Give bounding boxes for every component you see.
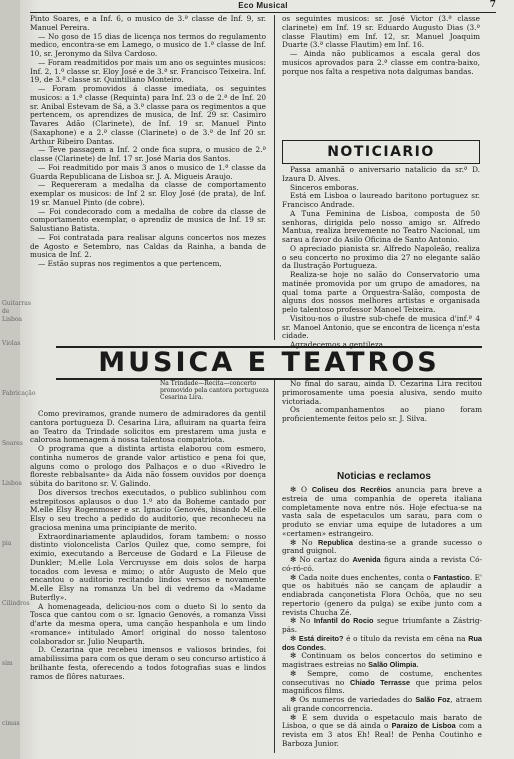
column-divider bbox=[274, 380, 275, 753]
news-text: ✻ Os numeros de variedades do bbox=[290, 695, 416, 704]
gutter-fragment: Cilindros bbox=[2, 600, 30, 607]
paragraph: D. Cezarina que recebeu imensos e valiosos brindes, foi amabilissima para com os que deram o seu concurso artistico á brilhante festa, oferecendo a todos fotografias suas e lindos ramos de flôres naturaes. bbox=[30, 645, 266, 681]
venue-name: Fantastico bbox=[433, 572, 470, 582]
news-text: ✻ No bbox=[290, 616, 314, 626]
news-text: ✻ No bbox=[290, 537, 319, 547]
news-item bbox=[282, 714, 482, 749]
news-text: ✻ Cada noite dues enchentes, conta o bbox=[290, 572, 434, 582]
news-text: com a revista em 3 atos Eh! Real! de Penha Coutinho e Barboza Junior. bbox=[282, 721, 483, 748]
noticiario-column bbox=[282, 165, 480, 349]
paragraph: — Foi readmitido por mais 3 anos o musico de 1.ª classe da Guarda Republicana de Lisboa sr. J. A. Migueis Araujo. bbox=[30, 162, 266, 181]
news-item bbox=[282, 556, 482, 574]
news-text: . bbox=[323, 642, 327, 652]
news-item bbox=[282, 635, 482, 653]
publication-title: Eco Musical bbox=[238, 1, 288, 10]
paragraph: Agradecemos a gentileza. bbox=[290, 340, 386, 349]
news-text: é o título da revista em cêna na bbox=[343, 633, 469, 643]
venue-name: Rua dos Condes bbox=[282, 633, 482, 652]
page-number: 7 bbox=[489, 0, 496, 10]
paragraph: os seguintes musicos: sr. José Victor (3.ª classe clarinete) em Inf. 19 sr. Eduardo Augusto Dias (3.ª classe Flautim) em Inf. 12, sr. Manuel Joaquim Duarte (3.ª classe Flautim) em Inf. 16. bbox=[282, 14, 480, 50]
gutter-fragment: pia bbox=[2, 540, 12, 547]
venue-name: Salão Olimpia bbox=[368, 660, 417, 669]
paragraph: Extraordinariamente aplaudidos, foram tambem: o nosso distinto violoncelista Carlos Quilez que, como sempre, foi eximio, executando a Berceuse de Godard e La Fileuse de Dunkler; M.elle Lola Vercruysse em dois solos de harpa tocados com levesa e mimo; o atôr Augusto de Melo que encantou o auditorio recitando lindos versos e novamente M.elle Elsy na romanza Un bel di vedremo da «Madame Buterfly». bbox=[30, 531, 266, 602]
section-title: MUSICA E TEATROS bbox=[98, 347, 440, 378]
venue-name: Salão Foz bbox=[415, 695, 451, 704]
noticiario-heading bbox=[282, 140, 480, 164]
binding-gutter bbox=[0, 0, 36, 759]
news-item bbox=[282, 670, 482, 696]
news-text: ✻ bbox=[290, 633, 299, 643]
paragraph: — Foi contratada para realisar alguns concertos nos mezes de Agosto e Setembro, nas Caldas da Rainha, a banda de musica de Inf. 2. bbox=[30, 232, 266, 260]
paragraph: Sinceros emboras. bbox=[290, 182, 359, 192]
gutter-fragment: Lisboa bbox=[2, 480, 23, 487]
noticias-column bbox=[282, 486, 482, 753]
news-text: que prima pelos magnificos films. bbox=[282, 677, 483, 696]
venue-name: Coliseu dos Recrêios bbox=[311, 485, 392, 494]
news-item bbox=[282, 574, 482, 618]
news-item bbox=[282, 652, 482, 670]
paragraph: Passa amanhã o aniversario natalicio da sr.ª D. Izaura D. Alves. bbox=[282, 165, 480, 183]
news-item bbox=[282, 486, 482, 539]
paragraph: A homenageada, deliciou-nos com o dueto Si lo sento da Tosca que cantou com o sr. Ignacio Genovés, a romanza Vissi d'arte da mesma opera, uma canção hespanhola e um lindo «romance» intitulado Amor! original do nosso talentoso colaborador sr. Julio Neuparth. bbox=[30, 601, 266, 646]
gutter-fragment: Soares bbox=[2, 440, 23, 447]
paragraph: Está em Lisboa o laureado baritono portuguez sr. Francisco Andrade. bbox=[282, 191, 480, 209]
venue-name: Está direito? bbox=[298, 633, 344, 643]
noticiario-title: NOTICIARIO bbox=[327, 144, 435, 160]
gutter-fragment: Violas bbox=[2, 340, 21, 347]
news-text: ✻ No cartaz do bbox=[290, 555, 353, 564]
gutter-fragment: sim bbox=[2, 660, 13, 667]
paragraph: — Teve passagem a Inf. 2 onde fica supra, o musico de 2.ª classe (Clarinete) de Inf. 17 sr. José Maria dos Santos. bbox=[30, 145, 266, 163]
venue-name: Avenida bbox=[352, 555, 381, 564]
news-text: . E' que os habitués não se cançam de aplaudir a endiabrada cançonetista Flora Ochôa, que no seu repertorio (genero da pulga) se exibe junto com a revista Chucha Zé. bbox=[282, 572, 482, 617]
gutter-fragment: cimas bbox=[2, 720, 20, 727]
section-banner bbox=[56, 346, 482, 380]
paragraph: — Ainda não publicamos a escala geral dos musicos aprovados para 2.ª classe em contra-baixo, porque nos falta a respetiva nota dalgumas bandas. bbox=[282, 49, 480, 76]
news-item bbox=[282, 696, 482, 714]
column-left-top bbox=[30, 15, 266, 342]
paragraph: — Requereram a medalha da classe de comportamento exemplar os musicos: de Inf 2 sr. Eloy José (de prata), de Inf. 19 sr. Manuel Pinto (de cobre). bbox=[30, 180, 266, 207]
paragraph: Como previramos, grande numero de admiradores da gentil cantora portugueza D. Cesarina Lira, afluiram na quarta feira ao Teatro da Trindade solicitos em prestarem uma justa e calorosa homenagem á nossa talentosa compatriota. bbox=[30, 409, 266, 445]
paragraph: — Foram readmitidos por mais um ano os seguintes musicos: Inf. 2, 1.º classe sr. Eloy José e de 3.ª sr. Francisco Teixeira. Inf. 19, de 3.ª classe sr. Quintiliano Monteiro. bbox=[30, 57, 266, 85]
news-text: ✻ E sem duvida o espetaculo mais barato de Lisboa, o que se dá ainda o bbox=[282, 712, 482, 731]
paragraph: No final do sarau, ainda D. Cezarina Lira recitou primorosamente uma poesia alusiva, sendo muito victoriada. bbox=[282, 379, 482, 406]
gutter-fragment: Guitarras de Lisboa bbox=[2, 300, 31, 323]
news-text: figura ainda a revista Có-có-ró-có. bbox=[282, 555, 482, 573]
venue-name: Infantil do Rocio bbox=[313, 616, 374, 626]
paragraph: — Estão supras nos regimentos a que pertencem, bbox=[38, 259, 222, 268]
news-text: ✻ Sempre, como de costume, enchentes consecutivas no bbox=[282, 668, 482, 687]
paragraph: Pinto Soares, e a Inf. 6, o musico de 3.ª classe de Inf. 9, sr. Manuel Pereira. bbox=[30, 14, 266, 32]
header-rule bbox=[30, 12, 496, 13]
venue-name: Chiado Terrasse bbox=[350, 677, 411, 687]
news-text: , atraem ali grande concorrencia. bbox=[282, 695, 482, 713]
paragraph: O apreciado pianista sr. Alfredo Napoleão, realiza o seu concerto no proximo dia 27 no elegante salão da Ilustração Portugueza. bbox=[282, 243, 480, 271]
gutter-fragment: Fabricação bbox=[2, 390, 36, 397]
venue-name: Paraizo de Lisboa bbox=[391, 721, 456, 731]
paragraph: Dos diversos trechos executados, o publico sublinhou com estrepitosos aplausos o duo 1.º ato da Boheme cantado por M.elle Elsy Rogenmoser e sr. Ignacio Genovés, bisando M.elle Elsy o seu trecho a pedido do auditorio, que reconheceu na graciosa menina uma principiante de merito. bbox=[30, 487, 266, 532]
column-right-bottom bbox=[282, 380, 482, 460]
news-text: ✻ Continuam os belos concertos do setimino e magistraes estreias no bbox=[282, 651, 482, 669]
paragraph: Visitou-nos o ilustre sub-chefe de musica d'inf.ª 4 sr. Manoel Antonio, que se encontra de licença n'esta cidade. bbox=[282, 313, 480, 341]
column-left-bottom bbox=[30, 410, 266, 753]
paragraph: Realiza-se hoje no salão do Conservatorio uma matinée promovida por um grupo de amadores, na qual toma parte a Orquestra-Salão, composta de alguns dos nossos melhores artistas e organisada pelo talentoso professor Manoel Teixeira. bbox=[282, 270, 480, 314]
paragraph: A Tuna Feminina de Lisboa, composta de 50 senhoras, dirigida pelo nosso amigo sr. Alfredo Mantua, realiza brevemente no Teatro Nacional, um sarau a favor do Asilo Oficina de Santo Antonio. bbox=[282, 208, 480, 244]
news-text: destina-se a grande sucesso o grand guignol. bbox=[282, 537, 482, 556]
noticias-subheading: Noticias e reclamos bbox=[337, 471, 431, 482]
column-divider bbox=[274, 15, 275, 340]
paragraph: O programa que a distinta artista elaborou com esmero, continha numeros de grande valor artistico e pena foi que, alguns como o prologo dos Palhaços e o duo «Rivedro le floreste rebbalsante» da Aida não fossem ouvidos por doença súbita do baritono sr. V. Galindo. bbox=[30, 444, 266, 488]
photo-caption: Na Trindade—Recita—concerto promovido pela cantora portugueza Cesarina Lira. bbox=[160, 380, 269, 401]
news-text: segue triumfante a Zástrig-pás. bbox=[282, 616, 482, 634]
paragraph: — Foi condecorado com a medalha de cobre da classe de comportamento exemplar, o aprendiz de musica de Inf. 19 sr. Salustiano Batista. bbox=[30, 206, 266, 233]
venue-name: Republica bbox=[318, 537, 353, 547]
news-text: anuncia para breve a estreia de uma companhia de opereta italiana completamente nova entre nós. Hoje efectua-se na vasta sala de espetaculos um sarau, para com o produto se enviar uma equipe de lutadores a um «certamen» estrangeiro. bbox=[282, 485, 482, 538]
paragraph: Os acompanhamentos ao piano foram proficientemente feitos pelo sr. J. Silva. bbox=[282, 405, 482, 423]
column-right-top bbox=[282, 15, 480, 137]
paragraph: — No goso de 15 dias de licença nos termos do regulamento medico, encontra-se em Lamego, o musico de 1.ª classe de Inf. 10, sr. Jeronymo da Silva Cardoso. bbox=[30, 31, 266, 58]
news-text: ✻ O bbox=[290, 485, 312, 494]
news-item bbox=[282, 539, 482, 557]
page-header bbox=[30, 0, 496, 12]
news-text: . bbox=[416, 660, 419, 669]
paragraph: — Foram promovidos á classe imediata, os seguintes musicos: a 1.ª classe (Requinta) para Inf. 23 o de 2.ª de Inf. 20 sr. Anibal Estevam de Sá, a 3.ª classe para os regimentos a que pertencem, os aprendizes de musica, de Inf. 29 sr. Casimiro Tavares Adão (Clarinete), de Inf. 19 sr. Manuel Pinto (Saxaphone) e a 2.ª classe (Clarinete) o de 3.ª de Inf 20 sr. Arthur Ribeiro Dantas. bbox=[30, 84, 266, 146]
news-item bbox=[282, 617, 482, 635]
